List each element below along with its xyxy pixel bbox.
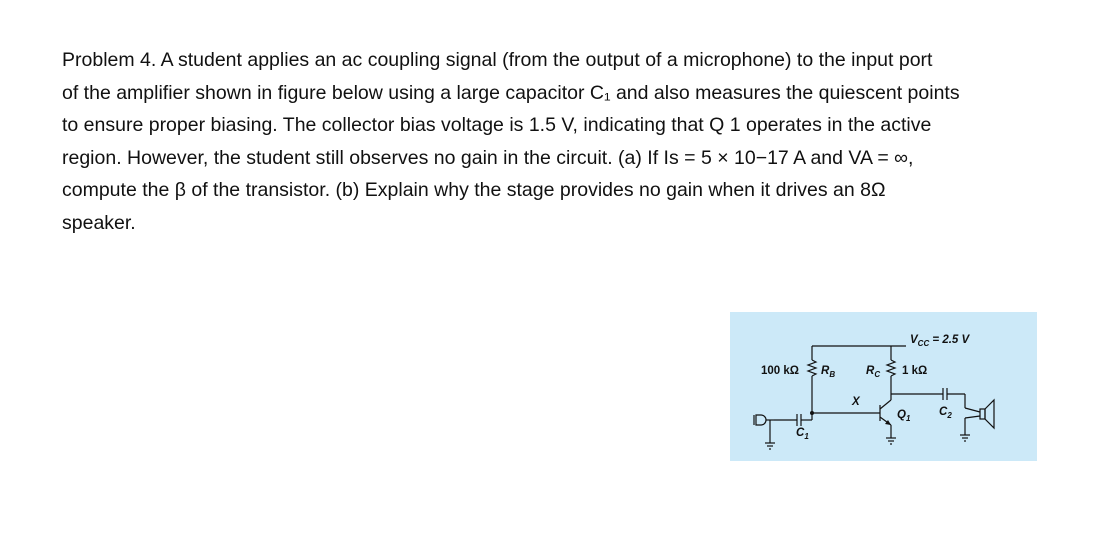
q1-label: $Q_1$ bbox=[897, 409, 911, 423]
rc-label: $R_C$ bbox=[866, 365, 881, 379]
rb-label: $R_B$ bbox=[821, 365, 836, 379]
rb-value-label: 100 kΩ bbox=[761, 365, 799, 377]
speaker-cone-icon bbox=[985, 400, 994, 428]
speaker-lead-bottom bbox=[965, 416, 980, 418]
circuit-figure bbox=[730, 312, 1037, 461]
rc-value-label: 1 kΩ bbox=[902, 365, 928, 377]
speaker-body bbox=[980, 409, 985, 419]
rb-resistor bbox=[808, 360, 816, 376]
vcc-label: $V_{CC} = 2.5$ V bbox=[910, 334, 970, 348]
problem-line-5: compute the β of the transistor. (b) Explain why the stage provides no gain when it drives an 8Ω bbox=[62, 179, 886, 201]
rc-resistor bbox=[887, 360, 895, 376]
problem-line-4: region. However, the student still observes no gain in the circuit. (a) If Is = 5 × 10−17 A and VA = ∞, bbox=[62, 146, 914, 169]
circuit-schematic bbox=[730, 312, 1037, 461]
q1-collector-lead bbox=[880, 400, 891, 409]
problem-line-2: of the amplifier shown in figure below using a large capacitor C₁ and also measures the quiescent points bbox=[62, 81, 960, 104]
speaker-lead-top bbox=[965, 408, 980, 412]
problem-statement bbox=[62, 44, 1062, 239]
problem-line-6: speaker. bbox=[62, 211, 136, 234]
node-x-label: X bbox=[852, 396, 860, 408]
c2-label: $C_2$ bbox=[939, 406, 952, 420]
c1-label: $C_1$ bbox=[796, 427, 809, 441]
microphone-icon bbox=[756, 415, 766, 425]
problem-line-3: to ensure proper biasing. The collector bias voltage is 1.5 V, indicating that Q 1 operates in the active bbox=[62, 114, 932, 136]
problem-line-1: Problem 4. A student applies an ac coupling signal (from the output of a microphone) to the input port bbox=[62, 49, 933, 71]
